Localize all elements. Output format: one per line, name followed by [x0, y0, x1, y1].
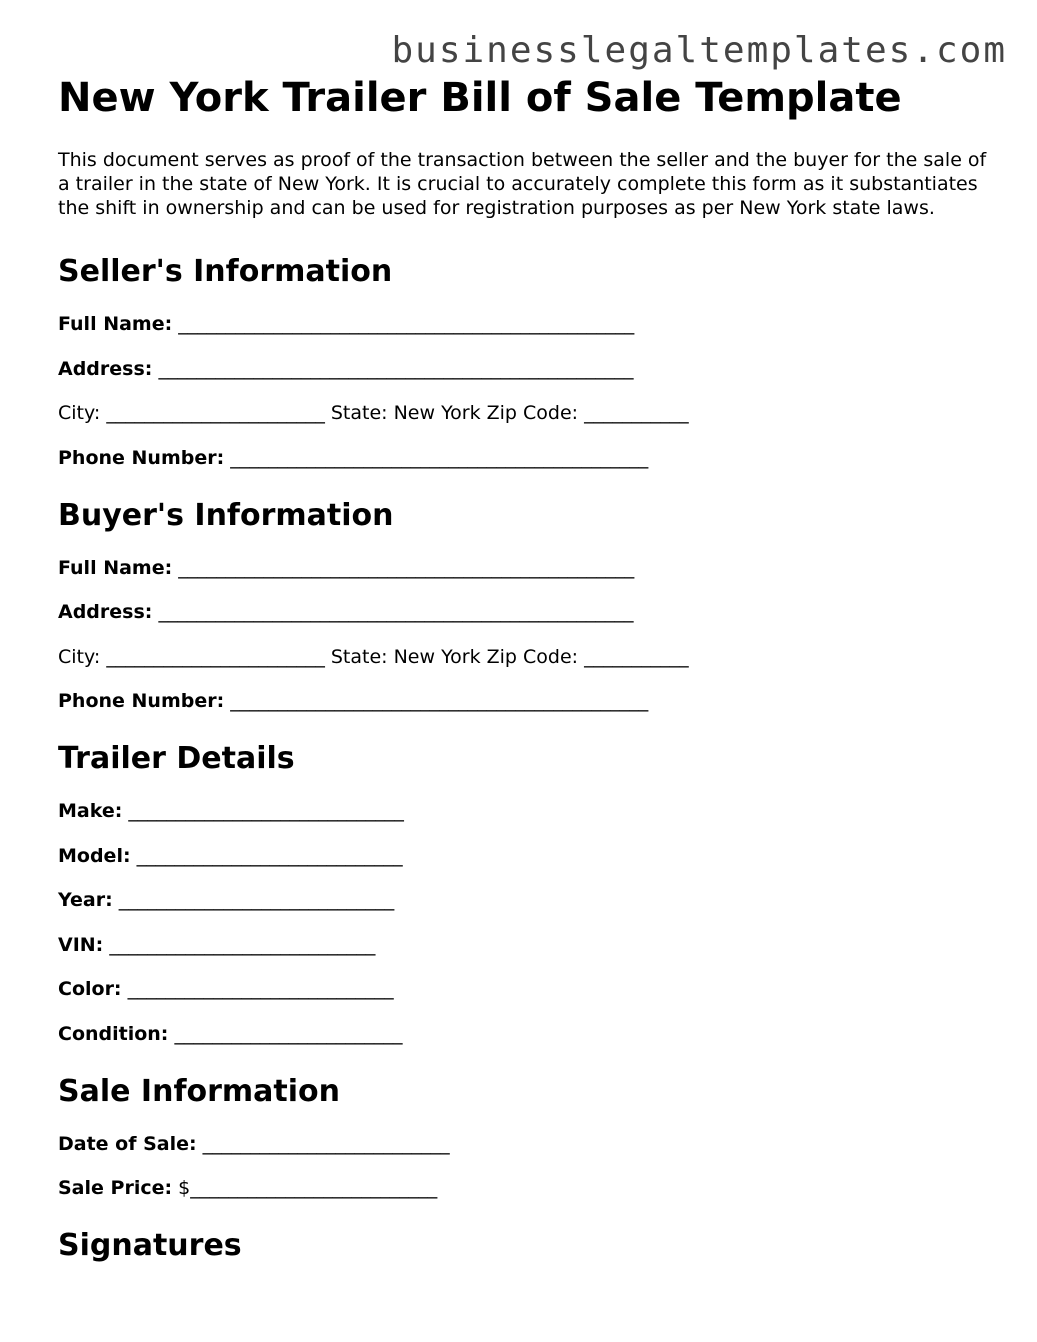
trailer-color-blank[interactable]: ____________________________ [127, 978, 394, 1000]
buyer-phone-field[interactable] [58, 689, 998, 713]
seller-full-name-field[interactable] [58, 312, 998, 336]
trailer-vin-label: VIN: [58, 933, 104, 956]
seller-heading: Seller's Information [58, 254, 393, 289]
seller-city-field[interactable] [58, 401, 998, 425]
trailer-year-field[interactable] [58, 888, 998, 912]
buyer-city-blank[interactable]: _______________________ [106, 645, 325, 668]
buyer-full-name-label: Full Name: [58, 556, 173, 579]
buyer-city-label: City: [58, 645, 101, 668]
buyer-address-label: Address: [58, 601, 153, 623]
buyer-full-name-field[interactable] [58, 556, 998, 580]
sale-price-label: Sale Price: [58, 1177, 173, 1199]
seller-address-blank[interactable]: __________________________________________________ [158, 357, 634, 380]
seller-address-label: Address: [58, 357, 153, 380]
trailer-color-field[interactable] [58, 977, 998, 1001]
trailer-year-label: Year: [58, 889, 113, 911]
trailer-model-field[interactable] [58, 844, 998, 868]
seller-phone-blank[interactable]: ____________________________________________ [230, 446, 649, 469]
trailer-condition-blank[interactable]: ________________________ [174, 1022, 403, 1045]
buyer-phone-blank[interactable]: ____________________________________________ [230, 690, 649, 712]
seller-phone-field[interactable] [58, 446, 998, 470]
sale-date-field[interactable] [58, 1132, 998, 1156]
sale-price-field[interactable] [58, 1176, 998, 1200]
signatures-heading: Signatures [58, 1228, 242, 1263]
seller-state-label: State: New York Zip Code: [330, 402, 579, 424]
sale-date-blank[interactable]: __________________________ [202, 1132, 450, 1155]
seller-full-name-blank[interactable]: ________________________________________________ [178, 313, 635, 335]
trailer-color-label: Color: [58, 978, 122, 1000]
buyer-full-name-blank[interactable]: ________________________________________________ [178, 556, 635, 579]
trailer-condition-label: Condition: [58, 1022, 169, 1045]
trailer-make-blank[interactable]: _____________________________ [128, 800, 404, 822]
watermark: businesslegaltemplates.com [391, 30, 1007, 71]
buyer-zip-blank[interactable]: ___________ [584, 645, 689, 668]
seller-zip-blank[interactable]: ___________ [584, 402, 689, 424]
trailer-vin-field[interactable] [58, 933, 998, 957]
trailer-model-blank[interactable]: ____________________________ [136, 844, 403, 867]
trailer-vin-blank[interactable]: ____________________________ [109, 933, 376, 956]
trailer-condition-field[interactable] [58, 1022, 998, 1046]
trailer-model-label: Model: [58, 844, 131, 867]
seller-city-blank[interactable]: _______________________ [106, 402, 325, 424]
trailer-heading: Trailer Details [58, 741, 295, 776]
buyer-state-label: State: New York Zip Code: [330, 645, 579, 668]
buyer-city-field[interactable] [58, 645, 998, 669]
sale-price-blank[interactable]: $__________________________ [178, 1177, 438, 1199]
buyer-heading: Buyer's Information [58, 497, 394, 533]
seller-full-name-label: Full Name: [58, 313, 173, 335]
buyer-phone-label: Phone Number: [58, 690, 225, 712]
seller-address-field[interactable] [58, 357, 998, 381]
trailer-make-field[interactable] [58, 799, 998, 823]
buyer-address-field[interactable] [58, 600, 998, 624]
trailer-make-label: Make: [58, 800, 123, 822]
trailer-year-blank[interactable]: _____________________________ [118, 889, 395, 911]
page-title: New York Trailer Bill of Sale Template [58, 75, 902, 121]
document-body [58, 74, 998, 1264]
buyer-address-blank[interactable]: __________________________________________________ [158, 601, 634, 623]
sale-date-label: Date of Sale: [58, 1132, 197, 1155]
intro-paragraph: This document serves as proof of the transaction between the seller and the buyer for the sale of a trailer in the state of New York. It is crucial to accurately complete this form as it substantiates the shift in ownership and can be used for registration purposes as per New York state laws. [58, 149, 987, 219]
seller-city-label: City: [58, 402, 101, 424]
seller-phone-label: Phone Number: [58, 446, 225, 469]
sale-heading: Sale Information [58, 1073, 340, 1109]
